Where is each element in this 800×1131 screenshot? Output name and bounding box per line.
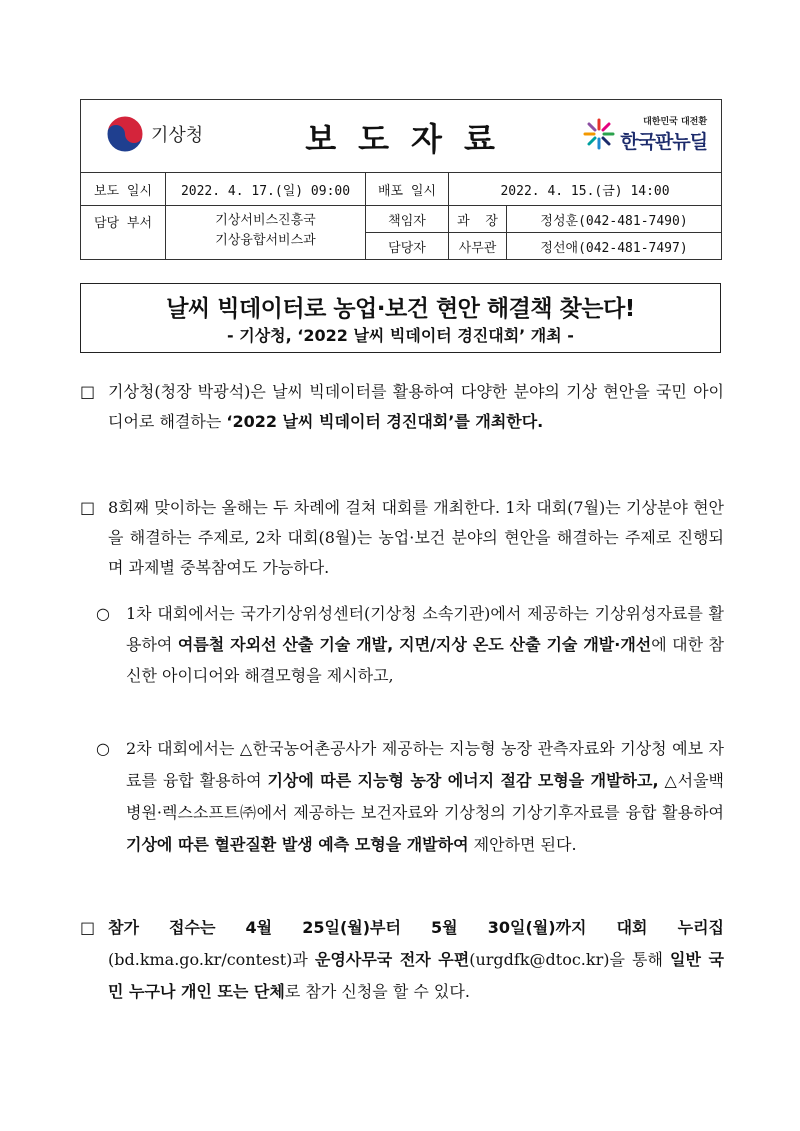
manager-label: 책임자 (366, 206, 449, 233)
c2-text-end: 제안하면 된다. (468, 835, 577, 854)
paragraph-2-text: 8회째 맞이하는 올해는 두 차례에 걸쳐 대회를 개최한다. 1차 대회(7월)는 기상분야 현안을 해결하는 주제로, 2차 대회(8월)는 농업·보건 분야의 현안을 해결하는 주제로 진행되며 과제별 중복참여도 가능하다. (108, 498, 724, 577)
dept-line-2: 기상융합서비스과 (215, 233, 316, 248)
distribute-value: 2022. 4. 15.(금) 14:00 (449, 173, 722, 206)
paragraph-1 (80, 377, 724, 437)
p3-text-end: 로 참가 신청을 할 수 있다. (284, 982, 470, 1001)
p3-bold-2: 운영사무국 전자 우편 (314, 950, 470, 969)
c1-text-end: 에 대한 참신한 아이디어와 해결모형을 제시하고, (126, 635, 724, 685)
dept-value (166, 206, 366, 260)
staff-title: 사무관 (449, 233, 507, 260)
title-row (81, 100, 722, 173)
sub-item-2 (96, 733, 724, 861)
manager-title: 과 장 (449, 206, 507, 233)
paragraph-3-text (108, 912, 724, 1008)
sub-item-1 (96, 598, 724, 691)
circle-bullet: ○ (96, 604, 110, 623)
c2-text-mid: △서울백병원·렉스소프트㈜에서 제공하는 보건자료와 기상청의 기상기후자료를 융합 활용하여 (126, 771, 725, 822)
dept-line-1: 기상서비스진흥국 (215, 213, 316, 228)
sub-item-2-text (126, 733, 724, 861)
c1-text: 1차 대회에서는 국가기상위성센터(기상청 소속기관)에서 제공하는 기상위성자료를 활용하여 (126, 604, 724, 654)
staff-label: 담당자 (366, 233, 449, 260)
korean-new-deal-logo (582, 114, 707, 154)
paragraph-3 (80, 912, 724, 1008)
manager-name: 정성훈(042-481-7490) (507, 206, 722, 233)
agency-name: 기상청 (151, 125, 204, 146)
circle-bullet: ○ (96, 739, 110, 758)
staff-name: 정선애(042-481-7497) (507, 233, 722, 260)
p1-text: 기상청(청장 박광석)은 날씨 빅데이터를 활용하여 다양한 분야의 기상 현안을 국민 아이디어로 해결하는 (108, 382, 724, 431)
newdeal-subtitle: 대한민국 대전환 (643, 117, 708, 127)
c2-text: 2차 대회에서는 △한국농어촌공사가 제공하는 지능형 농장 관측자료와 기상청 예보 자료를 융합 활용하여 (126, 739, 724, 790)
square-bullet: □ (80, 918, 96, 937)
sub-item-1-text (126, 598, 724, 691)
doc-title: 보도자료 (305, 120, 517, 158)
c2-bold-1: 기상에 따른 지능형 농장 에너지 절감 모형을 개발하고, (267, 771, 659, 790)
c2-bold-2: 기상에 따른 혈관질환 발생 예측 모형을 개발하여 (126, 835, 469, 854)
spark-icon (582, 117, 616, 151)
square-bullet: □ (80, 498, 96, 517)
newdeal-title: 한국판뉴딜 (620, 131, 708, 153)
p3-bold-3: 일반 국민 누구나 개인 또는 단체 (108, 950, 724, 1001)
headline-title: 날씨 빅데이터로 농업·보건 현안 해결책 찾는다! (166, 296, 635, 322)
paragraph-1-text (108, 377, 724, 437)
headline-subtitle: - 기상청, ‘2022 날씨 빅데이터 경진대회’ 개최 - (227, 326, 574, 345)
p3-url: (bd.kma.go.kr/contest)과 (108, 950, 315, 969)
headline-box (80, 283, 721, 353)
square-bullet: □ (80, 382, 96, 401)
release-value: 2022. 4. 17.(일) 09:00 (166, 173, 366, 206)
dept-label: 담당 부서 (81, 206, 166, 260)
p3-bold-1: 참가 접수는 4월 25일(월)부터 5월 30일(월)까지 대회 누리집 (108, 918, 724, 937)
c1-bold: 여름철 자외선 산출 기술 개발, 지면/지상 온도 산출 기술 개발·개선 (177, 635, 652, 654)
press-header-table (80, 99, 722, 260)
p3-email: (urgdfk@dtoc.kr)을 통해 (469, 950, 671, 969)
distribute-label: 배포 일시 (366, 173, 449, 206)
p1-bold: ‘2022 날씨 빅데이터 경진대회’를 개최한다. (226, 412, 544, 431)
release-label: 보도 일시 (81, 173, 166, 206)
paragraph-2 (80, 493, 724, 583)
